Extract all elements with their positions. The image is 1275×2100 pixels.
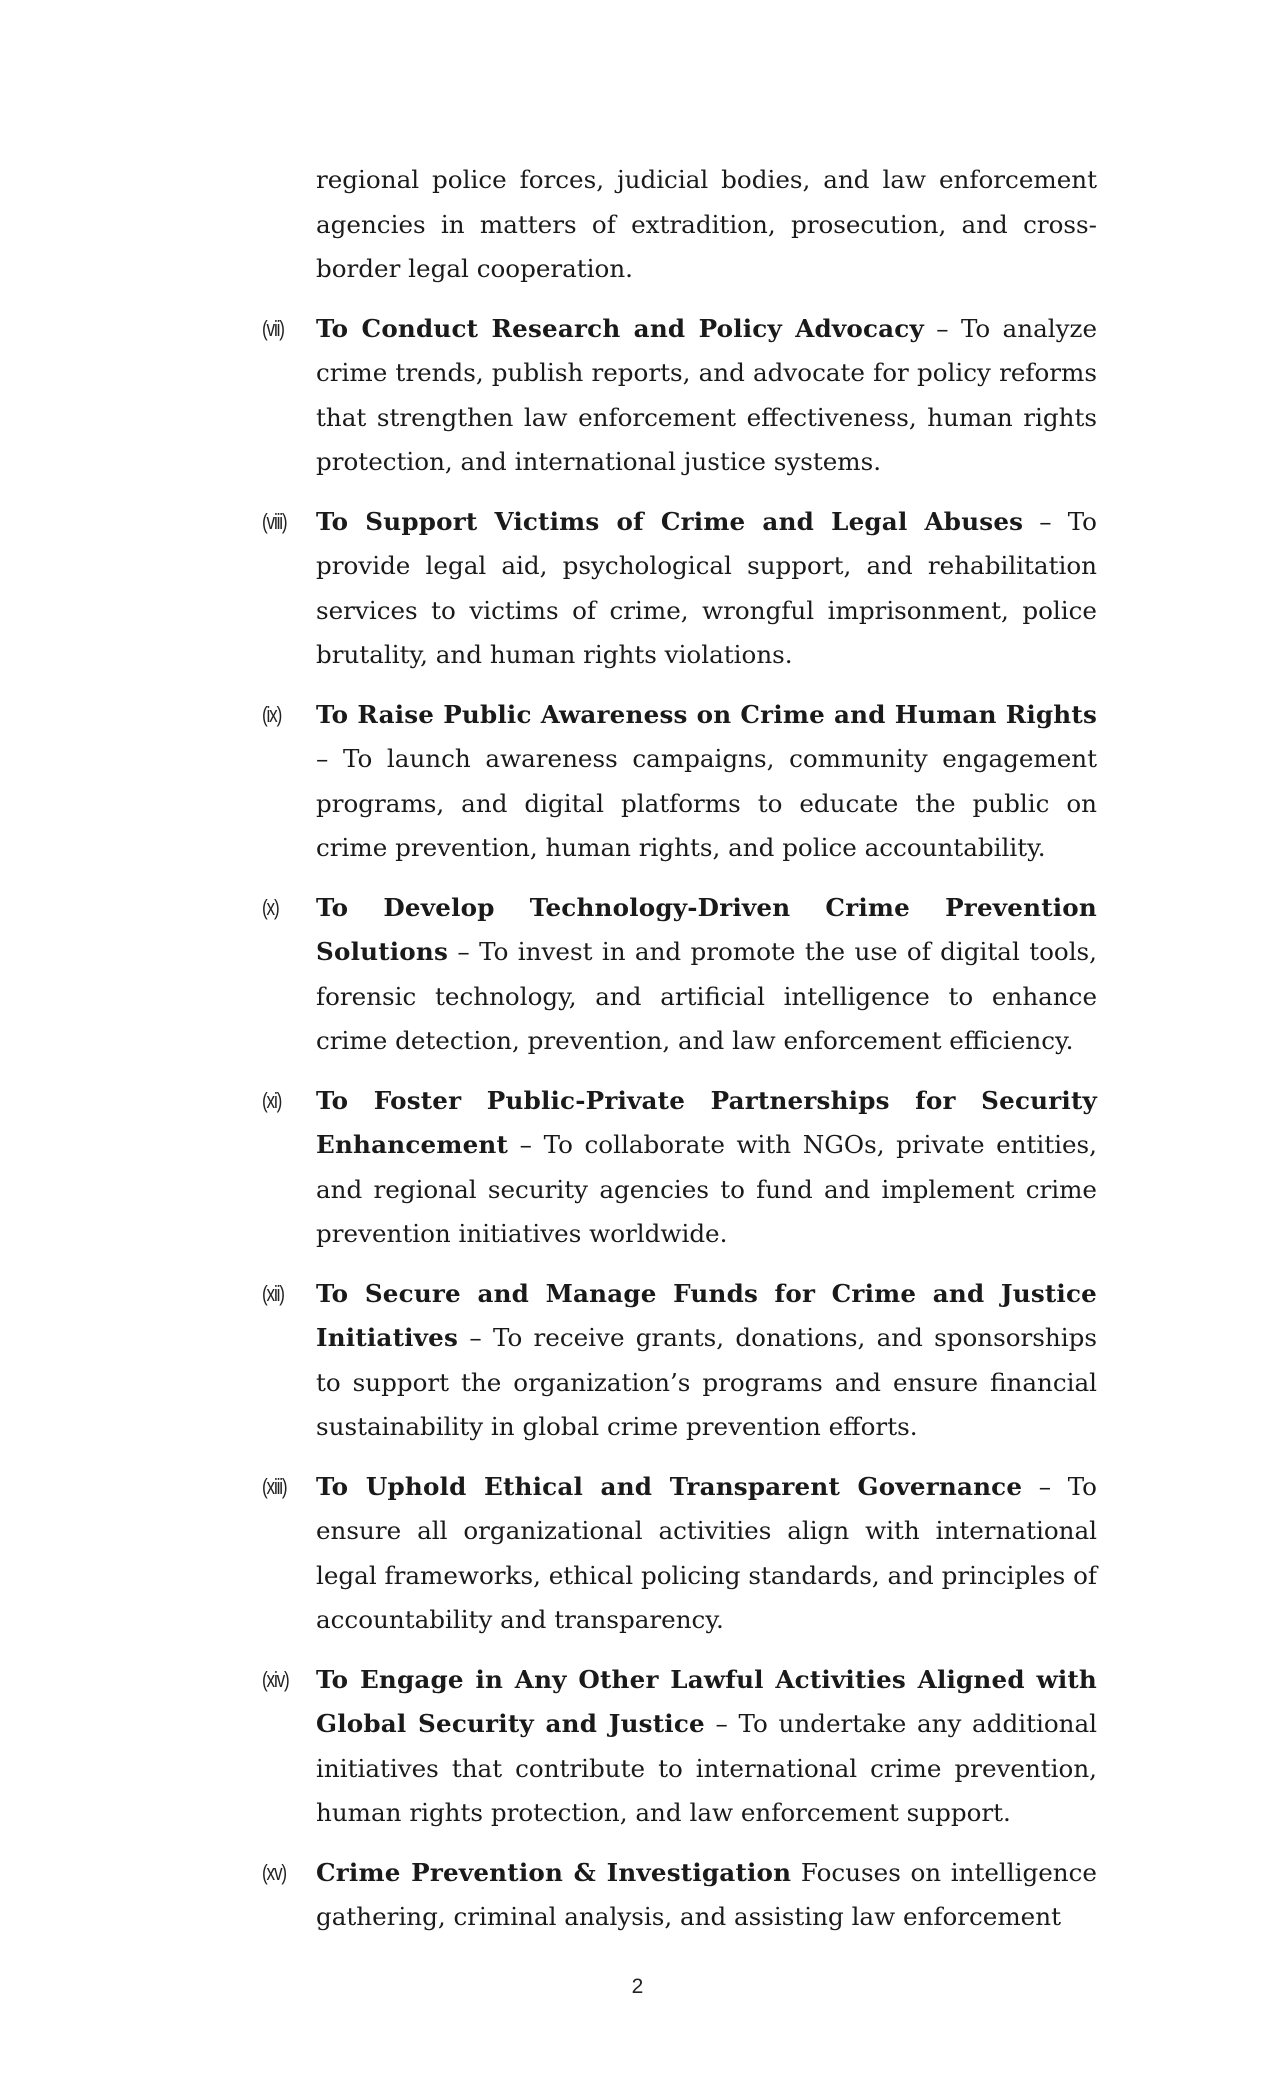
list-item-heading: Crime Prevention & Investigation <box>316 1857 792 1887</box>
list-item-heading: To Uphold Ethical and Transparent Governance <box>316 1471 1023 1501</box>
list-numeral: (viii) <box>262 508 287 534</box>
list-numeral: (vii) <box>262 315 284 341</box>
list-item-separator: – <box>1023 506 1068 536</box>
list-item-body: To provide legal aid, psychological support, and rehabilitation services to victims of crime, wrongful imprisonment, police brutality, and human rights violations. <box>316 506 1097 669</box>
list-numeral: (xii) <box>262 1280 284 1306</box>
list-item <box>262 693 1097 871</box>
list-numeral: (xiv) <box>262 1666 289 1692</box>
list-item-body: To analyze crime trends, publish reports, and advocate for policy reforms that strengthen law enforcement effectiveness, human rights protection, and international justice systems. <box>316 313 1097 476</box>
list-item-heading: To Engage in Any Other Lawful Activities Aligned with Global Security and Justice <box>316 1664 1097 1738</box>
list-numeral: (ix) <box>262 701 282 727</box>
page-number: 2 <box>631 1975 644 1998</box>
list-numeral: (xiii) <box>262 1473 287 1499</box>
continuation-text: regional police forces, judicial bodies, and law enforcement agencies in matters of extradition, prosecution, and cross-border legal cooperation. <box>316 165 1097 283</box>
list-item-body: To receive grants, donations, and sponsorships to support the organization’s programs and ensure financial sustainability in global crime prevention efforts. <box>316 1323 1098 1441</box>
list-item-heading: To Raise Public Awareness on Crime and Human Rights <box>316 699 1097 729</box>
list-item-separator <box>791 1858 801 1887</box>
list-item-separator: – <box>316 744 343 773</box>
list-item-heading: To Foster Public-Private Partnerships for Security Enhancement <box>316 1085 1097 1159</box>
list-item-separator: – <box>1022 1471 1068 1501</box>
list-item-separator: – <box>704 1709 739 1738</box>
list-item <box>262 500 1097 678</box>
list-item <box>262 886 1097 1064</box>
list-item-body: To undertake any additional initiatives that contribute to international crime prevention, human rights protection, and law enforcement support. <box>316 1709 1097 1827</box>
list-numeral: (xv) <box>262 1859 286 1885</box>
list-item <box>262 307 1097 485</box>
list-item <box>262 1465 1097 1643</box>
list-item <box>262 1658 1097 1836</box>
list-item-body: To invest in and promote the use of digital tools, forensic technology, and artificial intelligence to enhance crime detection, prevention, and law enforcement efficiency. <box>316 937 1097 1055</box>
list-item-body: Focuses on intelligence gathering, criminal analysis, and assisting law enforcement <box>316 1857 1097 1931</box>
list-item <box>262 1851 1097 1940</box>
list-item-heading: To Conduct Research and Policy Advocacy <box>316 313 924 343</box>
list-item-body: To ensure all organizational activities align with international legal frameworks, ethical policing standards, and principles of accountability and transparency. <box>316 1471 1097 1634</box>
document-body <box>262 158 1097 1955</box>
list-item-heading: To Develop Technology-Driven Crime Prevention Solutions <box>316 892 1097 966</box>
list-item-separator: – <box>508 1130 544 1159</box>
list-item-heading: To Secure and Manage Funds for Crime and Justice Initiatives <box>316 1278 1097 1352</box>
continuation-paragraph <box>262 158 1097 292</box>
list-item-body: To launch awareness campaigns, community engagement programs, and digital platforms to educate the public on crime prevention, human rights, and police accountability. <box>316 744 1097 862</box>
list-item-separator: – <box>448 937 480 966</box>
list-item-heading: To Support Victims of Crime and Legal Abuses <box>316 506 1024 536</box>
list-numeral: (x) <box>262 894 279 920</box>
list-item <box>262 1079 1097 1257</box>
list-numeral: (xi) <box>262 1087 282 1113</box>
list-item-separator: – <box>923 313 961 343</box>
list-item-body: To collaborate with NGOs, private entities, and regional security agencies to fund and implement crime prevention initiatives worldwide. <box>316 1130 1097 1248</box>
list-item-separator: – <box>458 1323 493 1352</box>
list-item <box>262 1272 1097 1450</box>
